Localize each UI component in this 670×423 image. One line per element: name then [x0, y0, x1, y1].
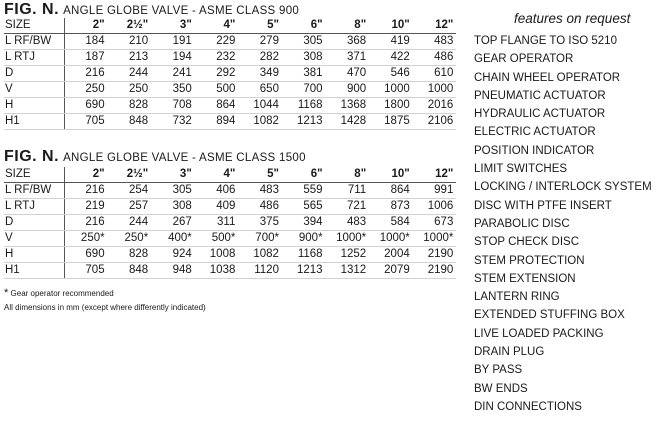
table-2-title — [4, 149, 306, 165]
table-cell: 194 — [151, 50, 195, 66]
table-subtitle: ANGLE GLOBE VALVE - ASME CLASS 1500 — [63, 152, 306, 164]
table-cell: 2079 — [369, 263, 413, 279]
table-cell: 219 — [64, 199, 108, 215]
table-cell: 12" — [413, 18, 457, 34]
table-cell: 216 — [64, 215, 108, 231]
table-cell: 1168 — [282, 98, 326, 114]
table-cell: 2106 — [413, 114, 457, 130]
table-row — [4, 34, 456, 50]
table-cell: 1800 — [369, 98, 413, 114]
table-cell: 5" — [238, 18, 282, 34]
table-cell: 584 — [369, 215, 413, 231]
row-label: L RTJ — [4, 199, 64, 215]
feature-item: TOP FLANGE TO ISO 5210 — [474, 35, 617, 47]
table-cell: 229 — [195, 34, 239, 50]
table-cell: 232 — [195, 50, 239, 66]
table-cell: 394 — [282, 215, 326, 231]
feature-item: BY PASS — [474, 364, 523, 377]
table-cell: 6" — [282, 18, 326, 34]
table-row — [4, 215, 456, 231]
table-cell: 187 — [64, 50, 108, 66]
table-cell: 400* — [151, 231, 195, 247]
feature-item: LOCKING / INTERLOCK SYSTEM — [474, 181, 652, 194]
table-subtitle: ANGLE GLOBE VALVE - ASME CLASS 900 — [63, 5, 300, 17]
row-label: H1 — [4, 114, 64, 130]
table-cell: 1428 — [326, 114, 370, 130]
table-header-row — [4, 167, 456, 183]
table-row — [4, 183, 456, 199]
table-cell: 10" — [369, 18, 413, 34]
table-cell: 305 — [282, 34, 326, 50]
table-cell: 254 — [108, 183, 152, 199]
table-cell: 721 — [326, 199, 370, 215]
table-cell: 1000* — [413, 231, 457, 247]
table-row — [4, 114, 456, 130]
table-cell: 406 — [195, 183, 239, 199]
table-cell: 1213 — [282, 114, 326, 130]
table-cell: 705 — [64, 114, 108, 130]
table-cell: 864 — [369, 183, 413, 199]
feature-item: DRAIN PLUG — [474, 346, 545, 359]
table-cell: 2½" — [108, 167, 152, 183]
table-cell: 250* — [64, 231, 108, 247]
table-1-title — [4, 2, 299, 18]
feature-item: STOP CHECK DISC — [474, 236, 580, 249]
table-cell: 483 — [238, 183, 282, 199]
feature-item: BW ENDS — [474, 382, 528, 395]
gear-note-text: Gear operator recommended — [10, 289, 114, 298]
table-cell: 610 — [413, 66, 457, 82]
table-cell: 213 — [108, 50, 152, 66]
table-cell: 1875 — [369, 114, 413, 130]
table-cell: 244 — [108, 66, 152, 82]
table-cell: 1252 — [326, 247, 370, 263]
table-cell: 8" — [326, 18, 370, 34]
table-cell: 216 — [64, 183, 108, 199]
feature-item: LIMIT SWITCHES — [474, 163, 568, 176]
table-cell: 1000 — [369, 82, 413, 98]
feature-item: HYDRAULIC ACTUATOR — [474, 108, 606, 121]
table-cell: 483 — [413, 34, 457, 50]
row-label: L RF/BW — [4, 183, 64, 199]
table-cell: 673 — [413, 215, 457, 231]
table-cell: 1044 — [238, 98, 282, 114]
table-row — [4, 50, 456, 66]
table-cell: 924 — [151, 247, 195, 263]
table-cell: 210 — [108, 34, 152, 50]
table-row — [4, 231, 456, 247]
table-cell: 308 — [151, 199, 195, 215]
table-cell: 250 — [64, 82, 108, 98]
table-cell: 2" — [64, 18, 108, 34]
table-cell: 3" — [151, 18, 195, 34]
row-label: L RTJ — [4, 50, 64, 66]
table-cell: 381 — [282, 66, 326, 82]
table-cell: 375 — [238, 215, 282, 231]
row-label: V — [4, 231, 64, 247]
table-cell: 311 — [195, 215, 239, 231]
row-label: D — [4, 66, 64, 82]
feature-item: EXTENDED STUFFING BOX — [474, 309, 625, 322]
fig-label: FIG. N. — [4, 148, 60, 165]
table-cell: 350 — [151, 82, 195, 98]
table-cell: 500* — [195, 231, 239, 247]
table-cell: 700 — [282, 82, 326, 98]
table-cell: 1008 — [195, 247, 239, 263]
table-cell: 1038 — [195, 263, 239, 279]
table-cell: 282 — [238, 50, 282, 66]
table-cell: 894 — [195, 114, 239, 130]
table-cell: 305 — [151, 183, 195, 199]
table-cell: 1120 — [238, 263, 282, 279]
feature-item: LANTERN RING — [474, 291, 560, 304]
feature-item: DISC WITH PTFE INSERT — [474, 199, 612, 212]
table-cell: 349 — [238, 66, 282, 82]
dimension-table-class-1500 — [4, 167, 456, 279]
table-cell: 4" — [195, 167, 239, 183]
gear-operator-note — [4, 288, 114, 299]
table-header-row — [4, 18, 456, 34]
feature-item: DIN CONNECTIONS — [474, 400, 582, 413]
row-label: L RF/BW — [4, 34, 64, 50]
table-cell: 1368 — [326, 98, 370, 114]
table-cell: 546 — [369, 66, 413, 82]
row-label: SIZE — [4, 18, 64, 34]
table-cell: 422 — [369, 50, 413, 66]
table-cell: 470 — [326, 66, 370, 82]
row-label: H — [4, 247, 64, 263]
table-cell: 708 — [151, 98, 195, 114]
table-cell: 2½" — [108, 18, 152, 34]
feature-item: PARABOLIC DISC — [474, 217, 570, 230]
table-row — [4, 82, 456, 98]
feature-item: ELECTRIC ACTUATOR — [474, 126, 596, 139]
table-cell: 1006 — [413, 199, 457, 215]
row-label: H1 — [4, 263, 64, 279]
fig-label: FIG. N. — [4, 1, 60, 18]
table-cell: 6" — [282, 167, 326, 183]
table-cell: 991 — [413, 183, 457, 199]
table-row — [4, 98, 456, 114]
table-cell: 700* — [238, 231, 282, 247]
feature-item: PNEUMATIC ACTUATOR — [474, 89, 606, 102]
table-cell: 732 — [151, 114, 195, 130]
table-cell: 2004 — [369, 247, 413, 263]
table-cell: 371 — [326, 50, 370, 66]
table-cell: 2190 — [413, 247, 457, 263]
row-label: D — [4, 215, 64, 231]
table-cell: 565 — [282, 199, 326, 215]
table-row — [4, 66, 456, 82]
table-cell: 308 — [282, 50, 326, 66]
table-cell: 948 — [151, 263, 195, 279]
table-cell: 500 — [195, 82, 239, 98]
table-cell: 711 — [326, 183, 370, 199]
table-row — [4, 247, 456, 263]
table-cell: 292 — [195, 66, 239, 82]
table-cell: 559 — [282, 183, 326, 199]
table-row — [4, 263, 456, 279]
table-cell: 1082 — [238, 247, 282, 263]
table-cell: 4" — [195, 18, 239, 34]
features-title: features on request — [514, 11, 631, 26]
table-cell: 267 — [151, 215, 195, 231]
table-cell: 848 — [108, 263, 152, 279]
footnote-star: * — [4, 287, 9, 299]
table-cell: 848 — [108, 114, 152, 130]
table-cell: 5" — [238, 167, 282, 183]
feature-item: POSITION INDICATOR — [474, 144, 595, 157]
table-cell: 250 — [108, 82, 152, 98]
table-cell: 184 — [64, 34, 108, 50]
table-cell: 1000 — [413, 82, 457, 98]
table-cell: 864 — [195, 98, 239, 114]
table-cell: 828 — [108, 98, 152, 114]
feature-item: CHAIN WHEEL OPERATOR — [474, 71, 621, 84]
feature-item: LIVE LOADED PACKING — [474, 327, 604, 340]
table-cell: 250* — [108, 231, 152, 247]
table-cell: 409 — [195, 199, 239, 215]
table-cell: 12" — [413, 167, 457, 183]
table-cell: 2016 — [413, 98, 457, 114]
table-cell: 1312 — [326, 263, 370, 279]
table-cell: 241 — [151, 66, 195, 82]
table-cell: 279 — [238, 34, 282, 50]
feature-item: GEAR OPERATOR — [474, 53, 574, 66]
table-cell: 483 — [326, 215, 370, 231]
table-cell: 873 — [369, 199, 413, 215]
table-cell: 2190 — [413, 263, 457, 279]
table-cell: 486 — [238, 199, 282, 215]
table-cell: 1213 — [282, 263, 326, 279]
table-cell: 191 — [151, 34, 195, 50]
table-cell: 216 — [64, 66, 108, 82]
table-cell: 486 — [413, 50, 457, 66]
row-label: H — [4, 98, 64, 114]
dimension-table-class-900 — [4, 18, 456, 130]
table-cell: 1082 — [238, 114, 282, 130]
feature-item: STEM PROTECTION — [474, 254, 585, 267]
table-cell: 1000* — [369, 231, 413, 247]
row-label: V — [4, 82, 64, 98]
table-cell: 690 — [64, 98, 108, 114]
table-cell: 828 — [108, 247, 152, 263]
table-cell: 900* — [282, 231, 326, 247]
table-cell: 257 — [108, 199, 152, 215]
table-cell: 705 — [64, 263, 108, 279]
table-cell: 900 — [326, 82, 370, 98]
table-cell: 244 — [108, 215, 152, 231]
feature-item: STEM EXTENSION — [474, 272, 576, 285]
table-cell: 419 — [369, 34, 413, 50]
dimensions-note: All dimensions in mm (except where differently indicated) — [4, 303, 206, 312]
features-list — [474, 34, 652, 418]
table-row — [4, 199, 456, 215]
table-cell: 690 — [64, 247, 108, 263]
table-cell: 1000* — [326, 231, 370, 247]
table-cell: 1168 — [282, 247, 326, 263]
table-cell: 10" — [369, 167, 413, 183]
table-cell: 650 — [238, 82, 282, 98]
table-cell: 8" — [326, 167, 370, 183]
row-label: SIZE — [4, 167, 64, 183]
table-cell: 3" — [151, 167, 195, 183]
table-cell: 368 — [326, 34, 370, 50]
table-cell: 2" — [64, 167, 108, 183]
